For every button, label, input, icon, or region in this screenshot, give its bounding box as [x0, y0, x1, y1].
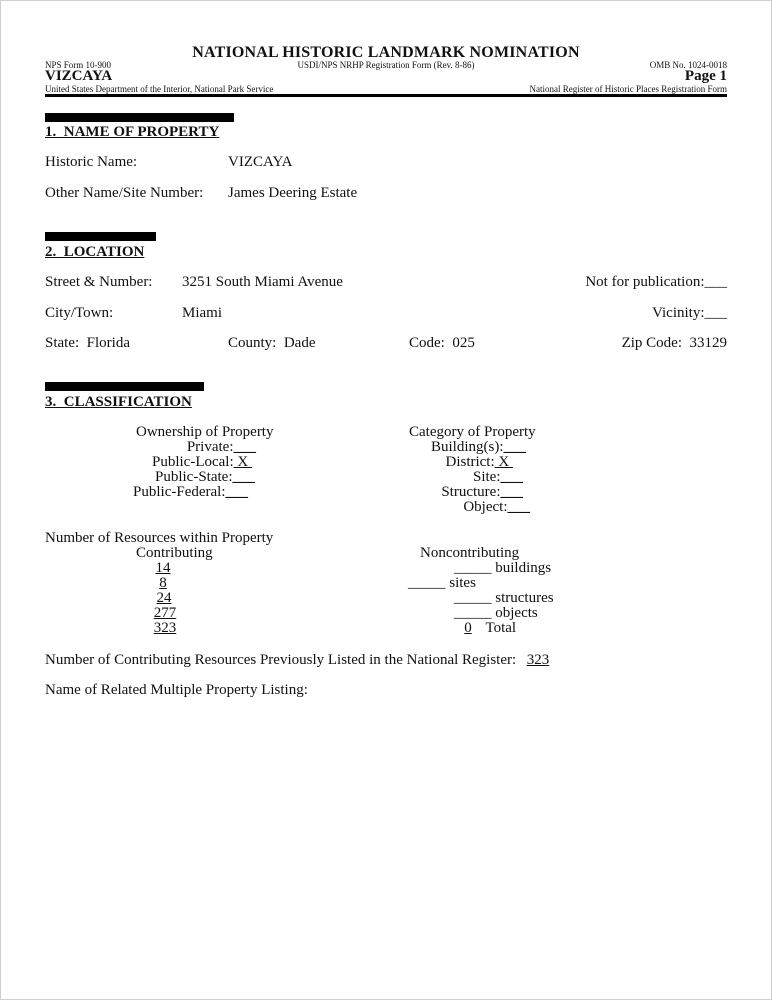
contributing-value: 8 — [159, 575, 167, 591]
noncontributing-row: _____ objects — [454, 605, 538, 621]
page-number: Page 1 — [684, 68, 727, 84]
document-title: NATIONAL HISTORIC LANDMARK NOMINATION — [192, 44, 580, 61]
noncontributing-row: _____ structures — [454, 590, 554, 606]
category-row: District: X — [445, 454, 513, 470]
ownership-row: Public-Federal:___ — [133, 484, 248, 500]
contributing-value: 14 — [155, 560, 171, 576]
section-1-title: 1. NAME OF PROPERTY — [45, 124, 220, 140]
category-row: Structure:___ — [441, 484, 523, 500]
register-line: National Register of Historic Places Registration Form — [529, 84, 727, 94]
section-2-title: 2. LOCATION — [45, 244, 145, 260]
section-3-title: 3. CLASSIFICATION — [45, 394, 192, 410]
form-number: NPS Form 10-900 — [45, 60, 112, 70]
vicinity: Vicinity:___ — [652, 305, 727, 321]
historic-name-value: VIZCAYA — [228, 154, 293, 170]
zip-code: Zip Code: 33129 — [621, 335, 727, 351]
noncontributing-row: 0 Total — [464, 620, 517, 636]
contributing-heading: Contributing — [136, 545, 213, 561]
state: State: Florida — [45, 335, 130, 351]
ownership-heading: Ownership of Property — [136, 424, 274, 440]
header-rule — [45, 94, 727, 97]
contributing-value: 24 — [156, 590, 172, 606]
related-listing-label: Name of Related Multiple Property Listing: — [45, 682, 308, 698]
resources-heading: Number of Resources within Property — [45, 530, 274, 546]
city-value: Miami — [182, 305, 222, 321]
code: Code: 025 — [409, 335, 475, 351]
historic-name-label: Historic Name: — [45, 154, 138, 170]
ownership-row: Public-Local: X — [152, 454, 252, 470]
street-label: Street & Number: — [45, 274, 153, 290]
category-heading: Category of Property — [409, 424, 536, 440]
not-for-publication: Not for publication:___ — [585, 274, 727, 290]
category-row: Building(s):___ — [430, 439, 526, 455]
previously-listed: Number of Contributing Resources Previously Listed in the National Register: 323 — [45, 652, 550, 668]
category-row: Site:___ — [472, 469, 523, 485]
section-bar — [45, 382, 204, 391]
noncontributing-row: _____ sites — [408, 575, 476, 591]
other-name-label: Other Name/Site Number: — [45, 185, 204, 201]
ownership-row: Private:___ — [186, 439, 256, 455]
omb-number: OMB No. 1024-0018 — [649, 60, 727, 70]
city-label: City/Town: — [45, 305, 114, 321]
county: County: Dade — [228, 335, 316, 351]
contributing-value: 277 — [153, 605, 177, 621]
other-name-value: James Deering Estate — [228, 185, 358, 201]
street-value: 3251 South Miami Avenue — [182, 274, 343, 290]
category-row: Object:___ — [463, 499, 530, 515]
section-bar — [45, 113, 234, 122]
noncontributing-row: _____ buildings — [454, 560, 552, 576]
section-bar — [45, 232, 156, 241]
department-line: United States Department of the Interior, National Park Service — [45, 84, 274, 94]
ownership-row: Public-State:___ — [155, 469, 255, 485]
noncontributing-heading: Noncontributing — [420, 545, 520, 561]
property-name-header: VIZCAYA — [45, 68, 113, 84]
contributing-value: 323 — [153, 620, 177, 636]
form-name: USDI/NPS NRHP Registration Form (Rev. 8-86) — [297, 60, 475, 70]
